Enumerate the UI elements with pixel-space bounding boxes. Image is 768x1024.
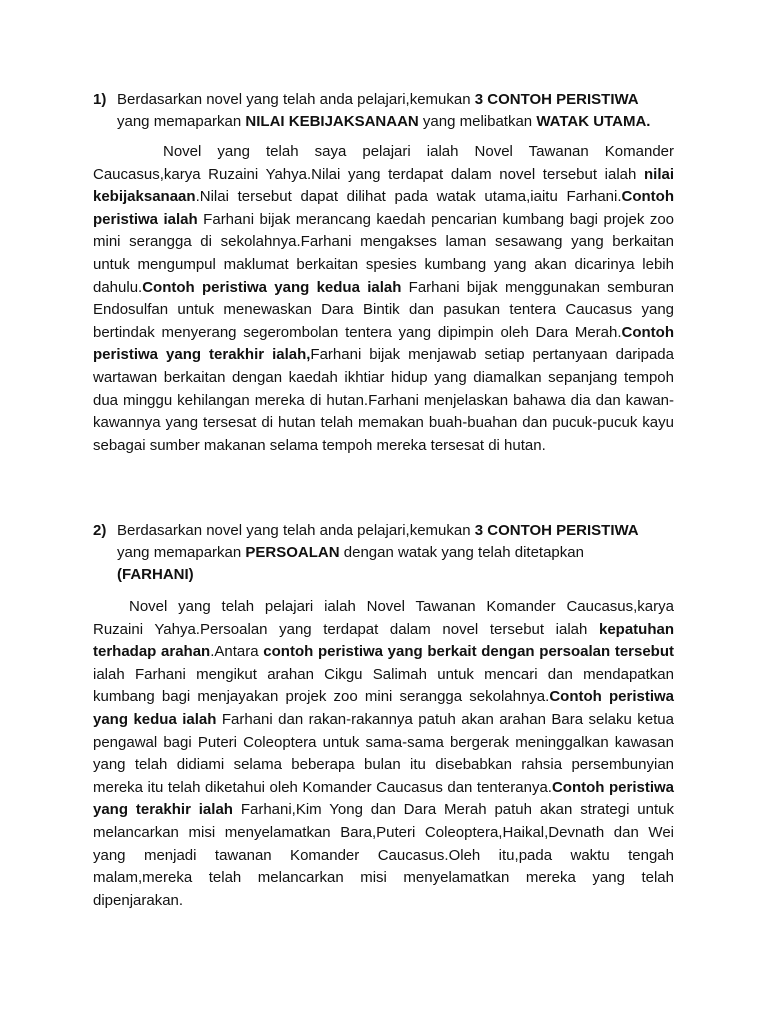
question-2 xyxy=(93,520,693,586)
answer-2-paragraph: Novel yang telah pelajari ialah Novel Tawanan Komander Caucasus,karya Ruzaini Yahya.Persoalan yang terdapat dalam novel tersebut ialah kepatuhan terhadap arahan.Antara contoh peristiwa yang berkait dengan persoalan tersebut ialah Farhani mengikut arahan Cikgu Salimah untuk mencari dan mendapatkan kumbang bagi menjayakan projek zoo mini serangga sekolahnya.Contoh peristiwa yang kedua ialah Farhani dan rakan-rakannya patuh akan arahan Bara selaku ketua pengawal bagi Puteri Coleoptera untuk sama-sama bergerak meninggalkan kawasan yang telah didiami selama beberapa bulan itu disebabkan rahsia persembunyian mereka itu telah diketahui oleh Komander Caucasus dan tenteranya.Contoh peristiwa yang terakhir ialah Farhani,Kim Yong dan Dara Merah patuh akan strategi untuk melancarkan misi menyelamatkan Bara,Puteri Coleoptera,Haikal,Devnath dan Wei yang menjadi tawanan Komander Caucasus.Oleh itu,pada waktu tengah malam,mereka telah melancarkan misi menyelamatkan mereka yang telah dipenjarakan. xyxy=(93,598,675,909)
question-text: Berdasarkan novel yang telah anda pelajari,kemukan 3 CONTOH PERISTIWA yang memaparkan NILAI KEBIJAKSANAAN yang melibatkan WATAK UTAMA. xyxy=(117,91,651,130)
question-number: 2) xyxy=(93,522,107,539)
question-text: Berdasarkan novel yang telah anda pelajari,kemukan 3 CONTOH PERISTIWA yang memaparkan PERSOALAN dengan watak yang telah ditetapkan (FARHANI) xyxy=(117,522,639,583)
question-1 xyxy=(93,89,693,133)
answer-1-paragraph: Novel yang telah saya pelajari ialah Novel Tawanan Komander Caucasus,karya Ruzaini Yahya.Nilai yang terdapat dalam novel tersebut ialah nilai kebijaksanaan.Nilai tersebut dapat dilihat pada watak utama,iaitu Farhani.Contoh peristiwa ialah Farhani bijak merancang kaedah pencarian kumbang bagi projek zoo mini serangga di sekolahnya.Farhani mengakses laman sesawang yang berkaitan untuk mengumpul maklumat berkaitan spesies kumbang yang akan dicarinya lebih dahulu.Contoh peristiwa yang kedua ialah Farhani bijak menggunakan semburan Endosulfan untuk menewaskan Dara Bintik dan pasukan tentera Caucasus yang bertindak menyerang segerombolan tentera yang dipimpin oleh Dara Merah.Contoh peristiwa yang terakhir ialah,Farhani bijak menjawab setiap pertanyaan daripada wartawan berkaitan dengan kaedah ikhtiar hidup yang diamalkan sepanjang tempoh dua minggu kehilangan mereka di hutan.Farhani menjelaskan bahawa dia dan kawan-kawannya yang tersesat di hutan telah memakan buah-buahan dan pucuk-pucuk kayu sebagai sumber makanan selama tempoh mereka tersesat di hutan. xyxy=(93,143,675,454)
question-number: 1) xyxy=(93,91,107,108)
